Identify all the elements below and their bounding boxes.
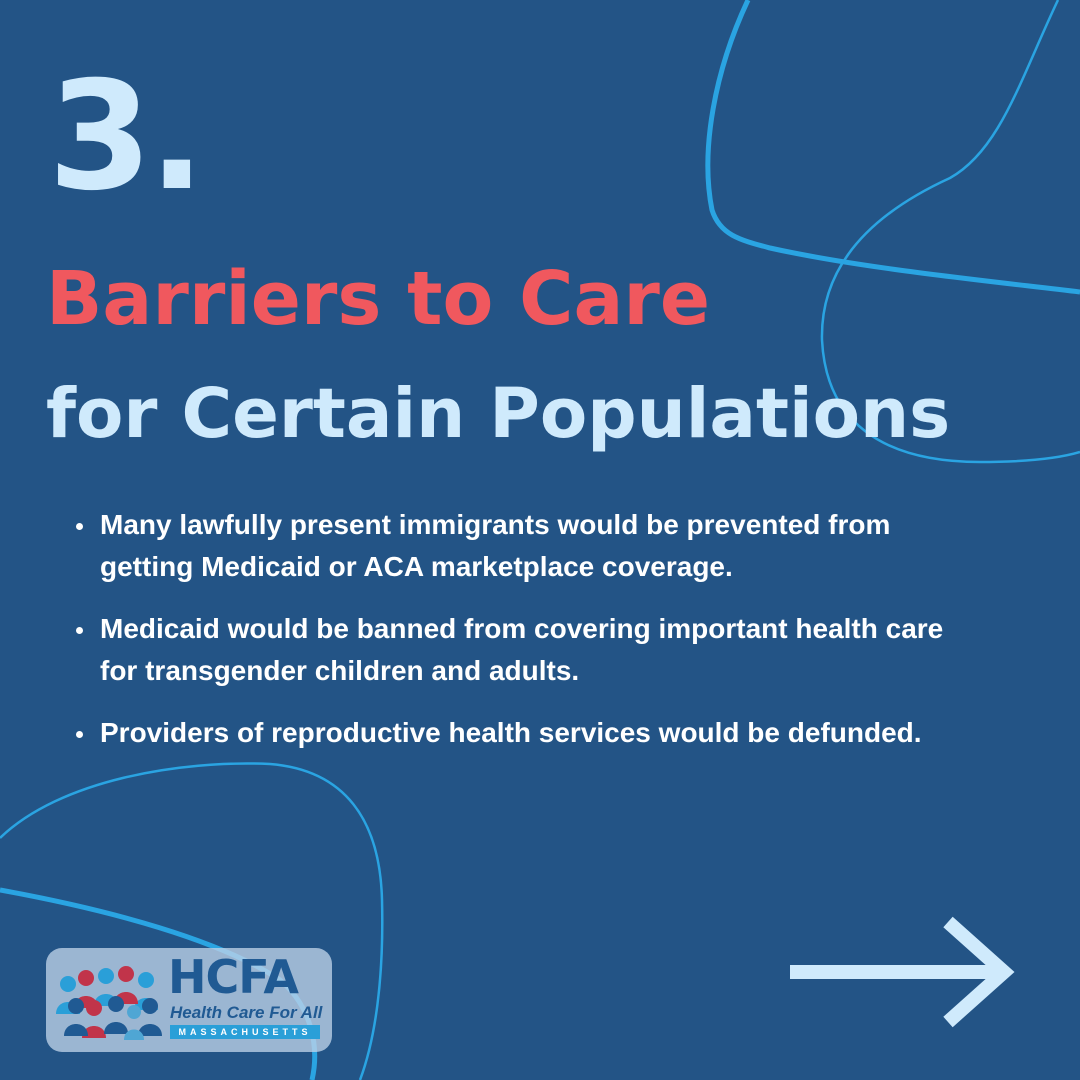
title-line-1: Barriers to Care (46, 256, 711, 342)
bullet-text: Many lawfully present immigrants would be prevented from getting Medicaid or ACA marketplace coverage. (100, 509, 891, 582)
bullet-dot-icon (76, 627, 83, 634)
bullet-list (76, 504, 956, 774)
bullet-text: Medicaid would be banned from covering important health care for transgender children and adults. (100, 613, 944, 686)
bullet-dot-icon (76, 731, 83, 738)
arrow-right-icon[interactable] (786, 916, 1016, 1028)
hcfa-logo (46, 948, 332, 1052)
bullet-dot-icon (76, 523, 83, 530)
logo-name: HCFA (168, 950, 299, 1004)
step-number: 3. (48, 50, 202, 224)
bullet-item-transgender (76, 608, 956, 692)
people-logo-icon (54, 956, 168, 1046)
bullet-item-immigrants (76, 504, 956, 588)
bullet-text: Providers of reproductive health services would be defunded. (100, 717, 922, 748)
logo-state: MASSACHUSETTS (170, 1025, 320, 1039)
logo-subtitle: Health Care For All (170, 1003, 323, 1022)
bullet-item-reproductive (76, 712, 956, 754)
title-line-2: for Certain Populations (46, 374, 951, 454)
